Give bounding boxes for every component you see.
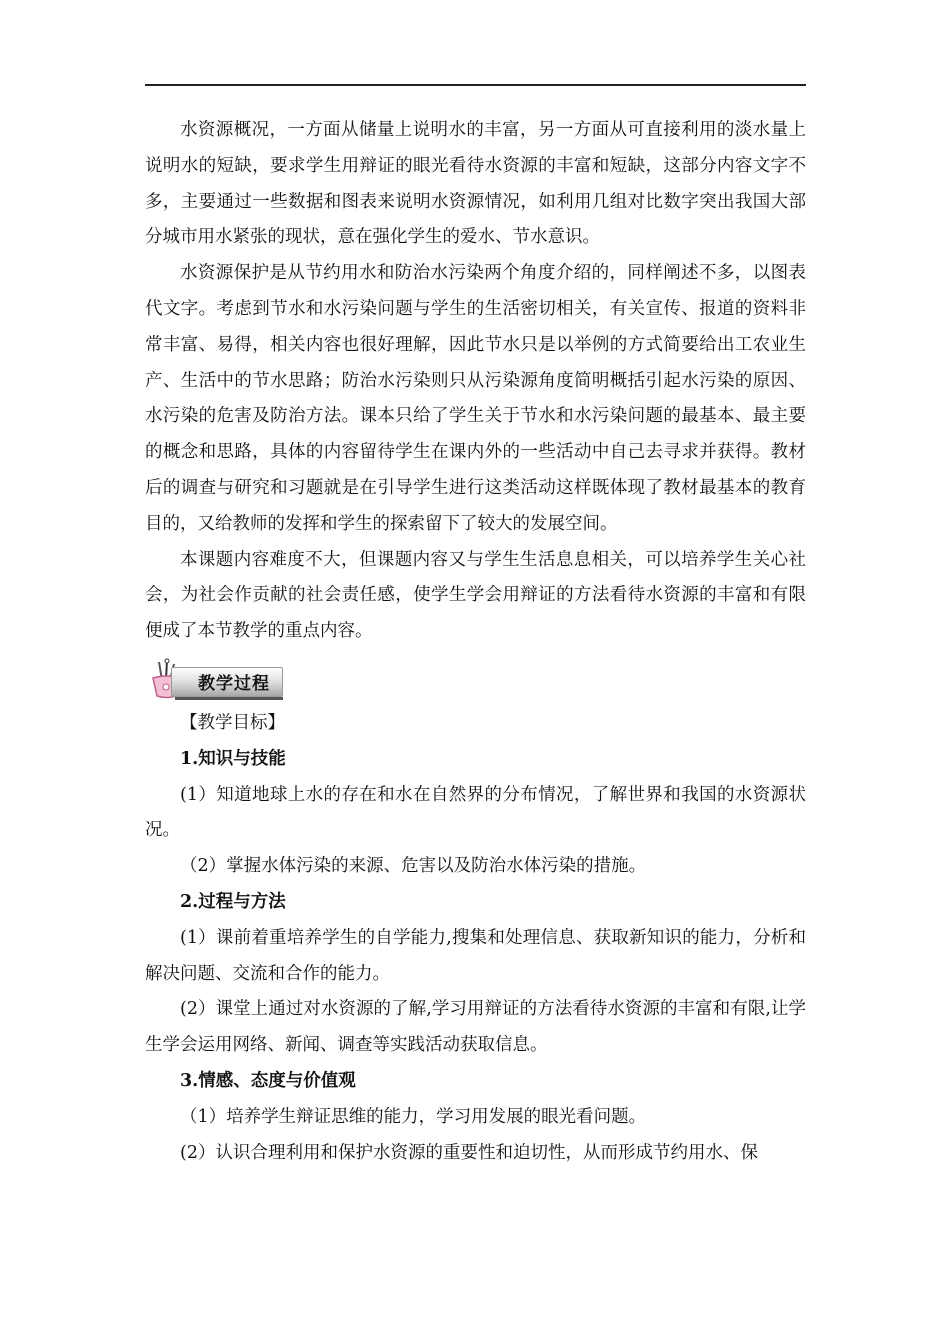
paragraph-water-protection: 水资源保护是从节约用水和防治水污染两个角度介绍的，同样阐述不多，以图表代文字。考虑到节水和水污染问题与学生的生活密切相关，有关宣传、报道的资料非常丰富、易得，相关内容也很好理解，因此节水只是以举例的方式简要给出工农业生产、生活中的节水思路；防治水污染则只从污染源角度简明概括引起水污染的原因、水污染的危害及防治方法。课本只给了学生关于节水和水污染问题的最基本、最主要的概念和思路，具体的内容留待学生在课内外的一些活动中自己去寻求并获得。教材后的调查与研究和习题就是在引导学生进行这类活动这样既体现了教材最基本的教育目的，又给教师的发挥和学生的探索留下了较大的发展空间。 <box>145 263 806 534</box>
document-body <box>145 113 806 1171</box>
section-banner <box>145 658 806 702</box>
banner-underline <box>175 697 283 700</box>
objective-item: (1）知道地球上水的存在和水在自然界的分布情况，了解世界和我国的水资源状况。 <box>145 784 806 841</box>
objective-item: (2）课堂上通过对水资源的了解,学习用辩证的方法看待水资源的丰富和有限,让学生学会运用网络、新闻、调查等实践活动获取信息。 <box>145 999 806 1056</box>
section-title-process: 2.过程与方法 <box>180 891 286 912</box>
objective-item: （1）培养学生辩证思维的能力，学习用发展的眼光看问题。 <box>180 1106 647 1127</box>
objective-item: (1）课前着重培养学生的自学能力,搜集和处理信息、获取新知识的能力，分析和解决问题、交流和合作的能力。 <box>145 927 806 984</box>
section-title-knowledge: 1.知识与技能 <box>180 748 286 769</box>
objectives-heading: 【教学目标】 <box>180 712 285 733</box>
section-title-attitude: 3.情感、态度与价值观 <box>180 1070 356 1091</box>
paragraph-key-content: 本课题内容难度不大，但课题内容又与学生生活息息相关，可以培养学生关心社会，为社会作贡献的社会责任感，使学生学会用辩证的方法看待水资源的丰富和有限便成了本节教学的重点内容。 <box>145 549 806 642</box>
banner-title: 教学过程 <box>198 674 270 695</box>
objective-item: (2）认识合理利用和保护水资源的重要性和迫切性，从而形成节约用水、保 <box>180 1142 758 1163</box>
paragraph-water-overview: 水资源概况，一方面从储量上说明水的丰富，另一方面从可直接利用的淡水量上说明水的短缺，要求学生用辩证的眼光看待水资源的丰富和短缺，这部分内容文字不多，主要通过一些数据和图表来说明水资源情况，如利用几组对比数字突出我国大部分城市用水紧张的现状，意在强化学生的爱水、节水意识。 <box>145 120 806 248</box>
header-rule <box>145 84 806 86</box>
banner-title-box <box>171 667 283 697</box>
objective-item: （2）掌握水体污染的来源、危害以及防治水体污染的措施。 <box>180 856 647 877</box>
